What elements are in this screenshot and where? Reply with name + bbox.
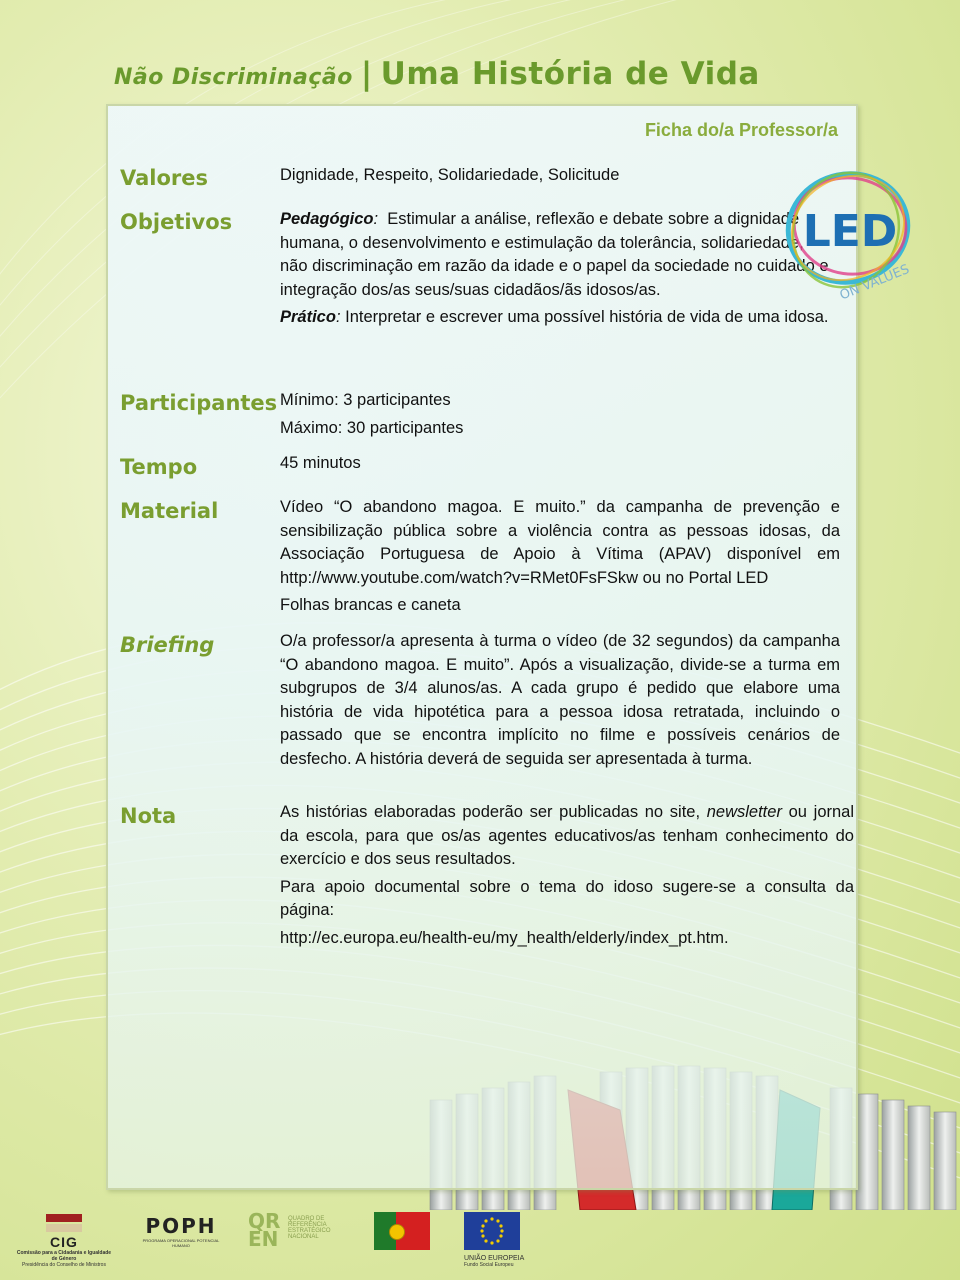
eu-flag-icon <box>464 1212 520 1250</box>
content-panel <box>106 104 858 1190</box>
label-briefing: Briefing <box>120 633 215 657</box>
page-title <box>114 56 760 92</box>
pratico-label: Prático <box>280 308 336 326</box>
footer-logos <box>0 1190 960 1280</box>
objetivos-text <box>280 208 835 334</box>
nota-text-a: As histórias elaboradas poderão ser publicadas no site, <box>280 803 701 821</box>
eu-logo <box>464 1212 534 1268</box>
label-material: Material <box>120 499 219 523</box>
label-nota: Nota <box>120 804 177 828</box>
material-text <box>280 496 840 622</box>
nota-text-2: Para apoio documental sobre o tema do idoso sugere-se a consulta da página: <box>280 877 854 919</box>
participantes-text <box>280 389 840 444</box>
on-values-text: ON VALUES <box>837 262 912 304</box>
material-supplies: Folhas brancas e caneta <box>280 596 461 614</box>
cig-caption-2: Presidência do Conselho de Ministros <box>22 1262 106 1268</box>
nota-url[interactable]: http://ec.europa.eu/health-eu/my_health/elderly/index_pt.htm. <box>280 928 729 947</box>
title-right: Uma História de Vida <box>380 56 760 92</box>
title-separator: | <box>360 56 373 92</box>
tempo-text: 45 minutos <box>280 454 361 472</box>
label-valores: Valores <box>120 166 208 190</box>
eu-caption-2: Fundo Social Europeu <box>464 1262 514 1268</box>
cig-mark-icon <box>46 1214 82 1222</box>
eu-caption: UNIÃO EUROPEIA <box>464 1255 525 1262</box>
cig-logo <box>14 1214 114 1268</box>
pedagogico-text: Estimular a análise, reflexão e debate sobre a dignidade humana, o desenvolvimento e estimulação da tolerância, solidariedade, não discriminação em razão da idade e o papel da sociedade no cuidado e integração dos/as seus/suas cidadãos/ãs idosos/as. <box>280 210 829 299</box>
participantes-max: Máximo: 30 participantes <box>280 418 464 437</box>
poph-logo <box>140 1214 222 1248</box>
valores-text: Dignidade, Respeito, Solidariedade, Solicitude <box>280 166 620 184</box>
label-tempo: Tempo <box>120 455 198 479</box>
pratico-colon: : <box>335 308 341 326</box>
led-text: LED <box>802 206 898 257</box>
pedagogico-colon: : <box>373 210 379 228</box>
material-description: Vídeo “O abandono magoa. E muito.” da campanha de prevenção e sensibilização pública sobre a violência contra as pessoas idosas, da Associação Portuguesa de Apoio à Vítima (APAV) disponível em http://www.youtube.com/watch?v=RMet0FsFSkw ou no Portal LED <box>280 498 840 587</box>
led-on-values-logo <box>780 160 920 310</box>
briefing-text: O/a professor/a apresenta à turma o vídeo (de 32 segundos) da campanha “O abandono magoa. E muito”. Após a visualização, divide-se a turma em subgrupos de 3/4 alunos/as. A cada grupo é pedido que elabore uma história de vida hipotética para a pessoa idosa retratada, incluindo o passado que se encontra implícito no filme e possíveis cenários de desfecho. A história deverá de seguida ser apresentada à turma. <box>280 632 840 768</box>
nota-newsletter: newsletter <box>706 803 782 821</box>
pratico-text: Interpretar e escrever uma possível história de vida de uma idosa. <box>345 308 829 326</box>
label-participantes: Participantes <box>120 391 278 415</box>
cig-caption: Comissão para a Cidadania e Igualdade de Género <box>16 1250 112 1262</box>
pedagogico-label: Pedagógico <box>280 210 374 228</box>
nota-text-b: ou jornal da escola, para que os/as agentes educativos/as tenham conhecimento do exercício e dos seus resultados. <box>280 803 855 868</box>
qren-text: QREN <box>248 1209 281 1251</box>
portugal-flag-icon <box>374 1212 430 1250</box>
title-left: Não Discriminação <box>114 65 353 90</box>
qren-caption: QUADRO DE REFERÊNCIA ESTRATÉGICO NACIONAL <box>288 1216 331 1240</box>
poph-caption: PROGRAMA OPERACIONAL POTENCIAL HUMANO <box>142 1238 220 1248</box>
participantes-min: Mínimo: 3 participantes <box>280 391 451 409</box>
nota-text <box>280 801 854 954</box>
ficha-label: Ficha do/a Professor/a <box>644 120 838 140</box>
label-objetivos: Objetivos <box>120 210 233 234</box>
cig-text: CIG <box>50 1234 78 1250</box>
poph-text: POPH <box>145 1214 217 1238</box>
